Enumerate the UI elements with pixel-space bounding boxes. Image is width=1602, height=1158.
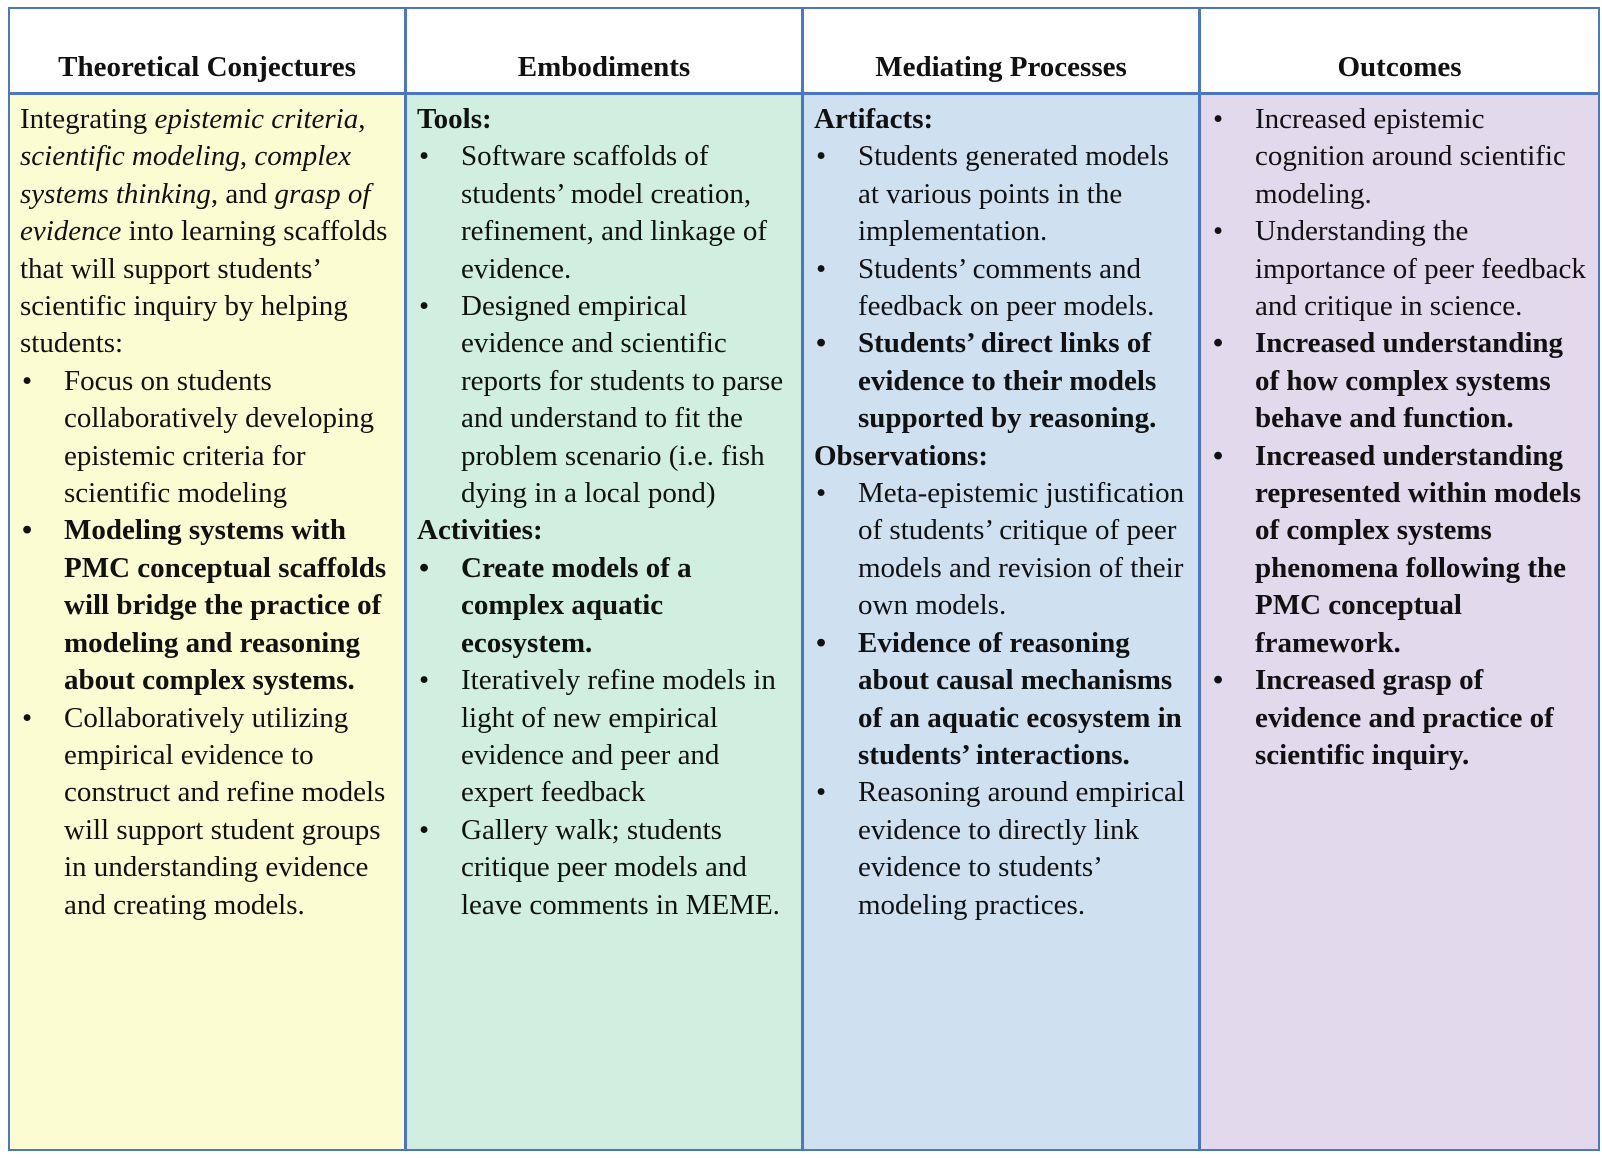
list-item: • Software scaffolds of students’ model creation, refinement, and linkage of evidence. [417,138,793,288]
section-heading-observations: Observations: [814,439,988,472]
list-item: • Students generated models at various points in the implementation. [814,138,1190,250]
outcomes-cell [1201,95,1598,1149]
list-item: • Increased epistemic cognition around scientific modeling. [1211,101,1590,213]
activities-list [417,550,793,924]
intro-segment: into learning scaffolds that will support students’ scientific inquiry by helping students: [20,215,388,360]
list-item: • Collaboratively utilizing empirical evidence to construct and refine models will support student groups in understanding evidence and creating models. [20,700,396,924]
embodiments-cell [407,95,804,1149]
intro-segment: Integrating [20,103,155,135]
intro-segment-italic: scientific modeling [20,140,240,173]
list-item: • Gallery walk; students critique peer models and leave comments in MEME. [417,812,793,924]
conjectures-cell [10,95,407,1149]
header-outcomes: Outcomes [1201,9,1598,95]
header-theoretical-conjectures: Theoretical Conjectures [10,9,407,95]
list-item: • Students’ comments and feedback on peer models. [814,251,1190,326]
list-item: • Iteratively refine models in light of new empirical evidence and peer and expert feedback [417,662,793,812]
list-item: • Focus on students collaboratively developing epistemic criteria for scientific modeling [20,363,396,513]
observations-list [814,475,1190,924]
artifacts-list [814,138,1190,437]
list-item: • Increased understanding represented within models of complex systems phenomena following the PMC conceptual framework. [1211,438,1590,662]
list-item: • Designed empirical evidence and scientific reports for students to parse and understand to fit the problem scenario (i.e. fish dying in a local pond) [417,288,793,512]
intro-segment-italic: grasp of evidence [20,177,371,248]
list-item: • Students’ direct links of evidence to their models supported by reasoning. [814,325,1190,437]
outcomes-list [1211,101,1590,774]
section-heading-activities: Activities: [417,514,543,547]
intro-segment-italic: epistemic criteria [154,103,359,135]
conjecture-map-table [8,7,1600,1151]
header-mediating-processes: Mediating Processes [804,9,1201,95]
header-embodiments: Embodiments [407,9,804,95]
tools-list [417,138,793,512]
list-item: • Create models of a complex aquatic ecosystem. [417,550,793,662]
list-item: • Increased understanding of how complex systems behave and function. [1211,325,1590,437]
section-heading-artifacts: Artifacts: [814,103,934,135]
intro-segment: , and [210,177,275,210]
list-item: • Meta-epistemic justification of students’ critique of peer models and revision of their own models. [814,475,1190,625]
intro-segment: , [358,103,366,135]
list-item: • Understanding the importance of peer feedback and critique in science. [1211,213,1590,325]
list-item: • Evidence of reasoning about causal mechanisms of an aquatic ecosystem in students’ interactions. [814,625,1190,775]
list-item: • Reasoning around empirical evidence to directly link evidence to students’ modeling practices. [814,774,1190,924]
section-heading-tools: Tools: [417,103,492,135]
processes-cell [804,95,1201,1149]
list-item: • Modeling systems with PMC conceptual scaffolds will bridge the practice of modeling and reasoning about complex systems. [20,512,396,699]
intro-segment: , [239,140,255,173]
intro-segment-italic: complex systems thinking [20,140,351,210]
conjectures-intro [20,101,396,363]
conjectures-list [20,363,396,924]
list-item: • Increased grasp of evidence and practice of scientific inquiry. [1211,662,1590,774]
